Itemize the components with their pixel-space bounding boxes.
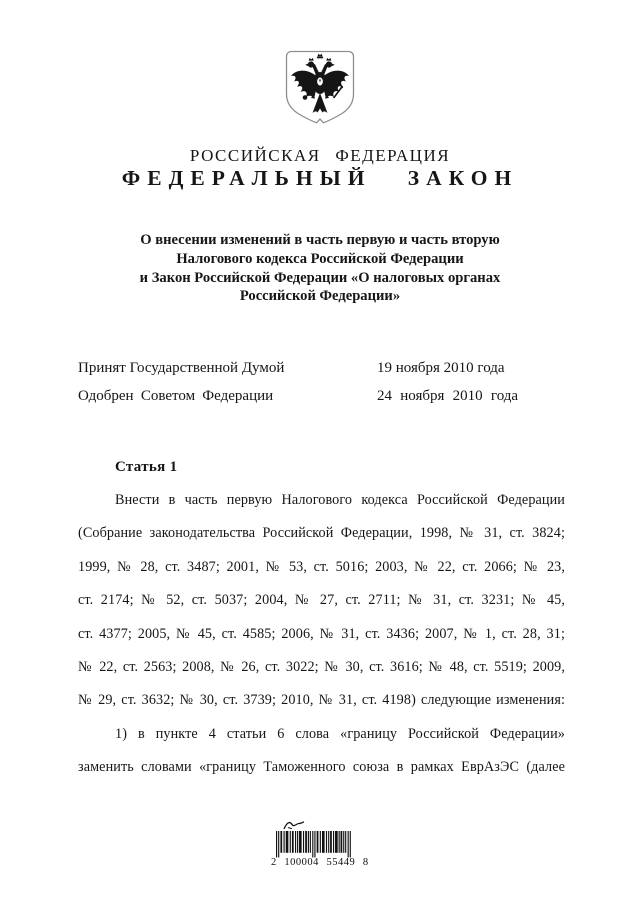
duma-label: Принят Государственной Думой	[78, 360, 285, 376]
body-line: № 22, ст. 2563; 2008, № 26, ст. 3022; № 30, ст. 3616; № 48, ст. 5519; 2009,	[78, 658, 565, 675]
article-1-heading: Статья 1	[115, 459, 178, 475]
russia-coat-of-arms-icon	[285, 50, 355, 128]
body-line: (Собрание законодательства Российской Федерации, 1998, № 31, ст. 3824;	[78, 525, 565, 542]
country-title: РОССИЙСКАЯ ФЕДЕРАЦИЯ	[189, 146, 451, 165]
council-date: 24 ноября 2010 года	[377, 388, 519, 404]
body-line: 1999, № 28, ст. 3487; 2001, № 53, ст. 5016; 2003, № 22, ст. 2066; № 23,	[78, 558, 565, 575]
body-line: заменить словами «границу Таможенного союза в рамках ЕврАзЭС (далее	[78, 759, 565, 776]
adopted-by-duma-row	[78, 360, 518, 377]
subject-line: Российской Федерации»	[239, 288, 401, 305]
article-body	[78, 492, 565, 793]
duma-date: 19 ноября 2010 года	[377, 360, 505, 376]
body-line: № 29, ст. 3632; № 30, ст. 3739; 2010, № 31, ст. 4198) следующие изменения:	[78, 692, 565, 709]
body-line: ст. 4377; 2005, № 45, ст. 4585; 2006, № 31, ст. 3436; 2007, № 1, ст. 28, 31;	[78, 625, 565, 642]
approved-by-council-row	[78, 388, 518, 405]
print-mark-icon	[283, 820, 305, 831]
subject-line: О внесении изменений в часть первую и часть вторую	[140, 232, 500, 248]
body-line: 1) в пункте 4 статьи 6 слова «границу Российской Федерации»	[115, 725, 565, 742]
barcode-digits: 2 100004 55449 8	[271, 857, 369, 868]
barcode-bars-icon	[276, 831, 352, 858]
law-subject	[70, 231, 570, 306]
subject-line: и Закон Российской Федерации «О налоговых органах	[139, 269, 501, 286]
subject-line: Налогового кодекса Российской Федерации	[176, 250, 464, 267]
document-type-title: ФЕДЕРАЛЬНЫЙ ЗАКОН	[121, 166, 519, 190]
body-line: ст. 2174; № 52, ст. 5037; 2004, № 27, ст. 2711; № 31, ст. 3231; № 45,	[78, 592, 565, 609]
registration-barcode	[271, 820, 369, 872]
body-line: Внести в часть первую Налогового кодекса Российской Федерации	[115, 492, 565, 508]
council-label: Одобрен Советом Федерации	[78, 388, 274, 404]
